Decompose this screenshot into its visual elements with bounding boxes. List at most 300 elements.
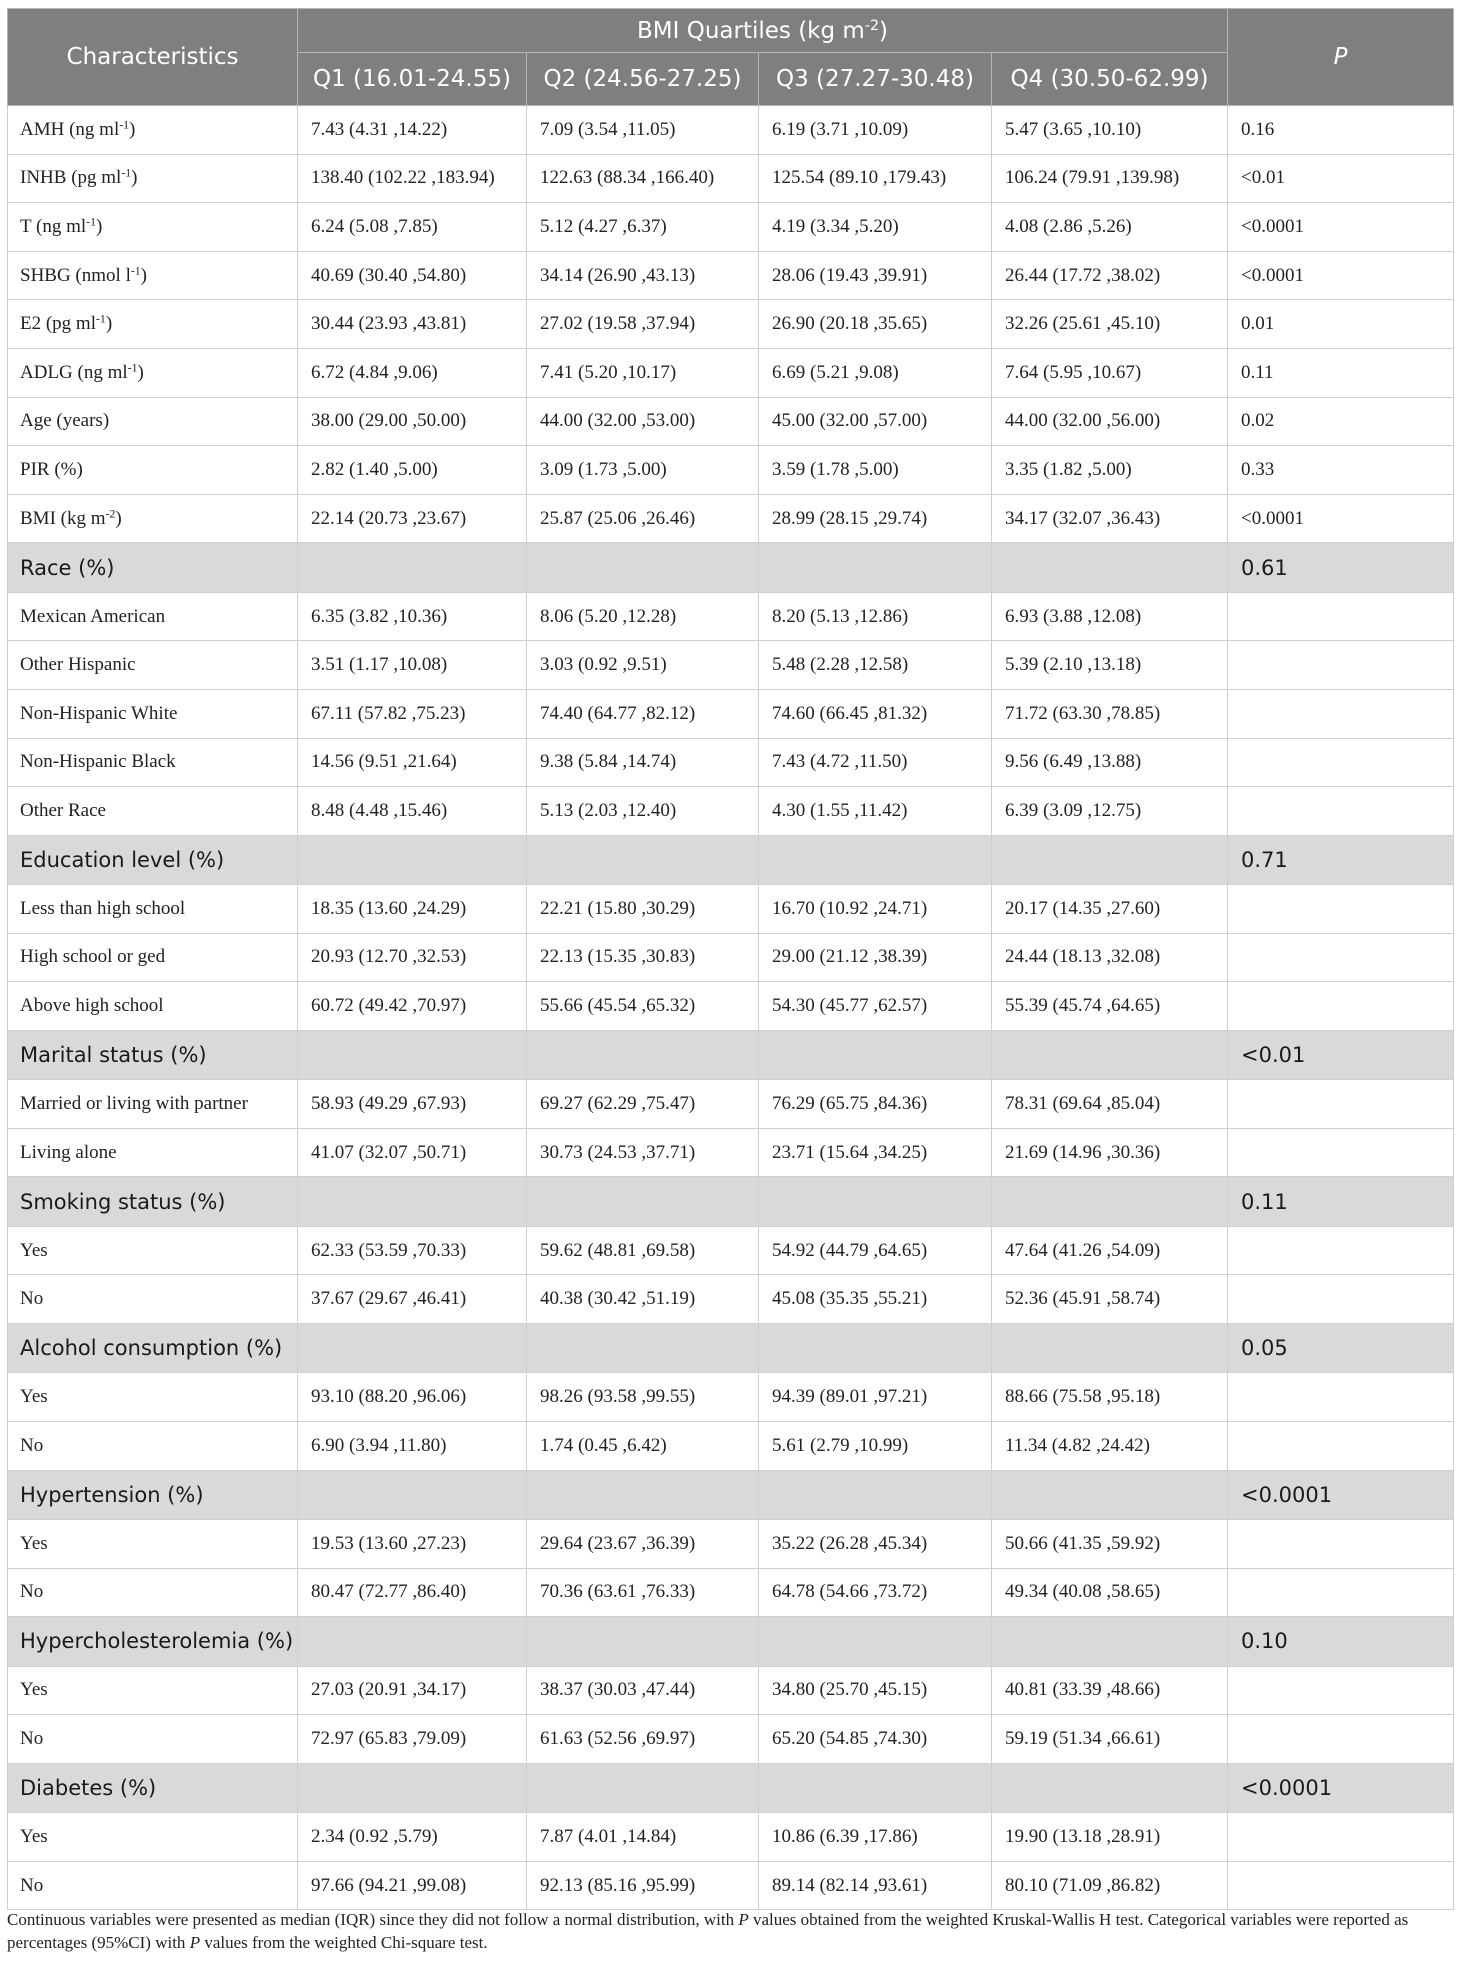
cell-q2: 61.63 (52.56 ,69.97) [527, 1715, 759, 1764]
cell-q4: 44.00 (32.00 ,56.00) [992, 397, 1228, 446]
cell-q4: 49.34 (40.08 ,58.65) [992, 1568, 1228, 1617]
quartile-header-q3: Q3 (27.27-30.48) [759, 53, 992, 106]
p-value-cell [1228, 982, 1454, 1031]
table-row [8, 300, 1454, 349]
cell-q1: 3.51 (1.17 ,10.08) [298, 641, 527, 690]
p-value-cell: 0.11 [1228, 1177, 1454, 1226]
row-label [8, 154, 298, 203]
cell-q2: 27.02 (19.58 ,37.94) [527, 300, 759, 349]
row-label [8, 592, 298, 641]
cell-q3: 10.86 (6.39 ,17.86) [759, 1813, 992, 1862]
row-label-text: No [20, 1581, 44, 1603]
cell-q2 [527, 1030, 759, 1079]
section-label [8, 1763, 298, 1812]
cell-q4: 52.36 (45.91 ,58.74) [992, 1275, 1228, 1324]
cell-q4: 4.08 (2.86 ,5.26) [992, 203, 1228, 252]
cell-q3: 35.22 (26.28 ,45.34) [759, 1520, 992, 1569]
unit-close: ) [140, 264, 147, 286]
row-label [8, 397, 298, 446]
cell-q4: 50.66 (41.35 ,59.92) [992, 1520, 1228, 1569]
table-row [8, 1080, 1454, 1129]
cell-q1: 30.44 (23.93 ,43.81) [298, 300, 527, 349]
cell-q1: 2.34 (0.92 ,5.79) [298, 1813, 527, 1862]
p-value-cell: 0.16 [1228, 106, 1454, 155]
cell-q4: 78.31 (69.64 ,85.04) [992, 1080, 1228, 1129]
cell-q4: 3.35 (1.82 ,5.00) [992, 446, 1228, 495]
bmi-quartiles-exponent: -2 [864, 17, 880, 34]
cell-q1: 6.90 (3.94 ,11.80) [298, 1422, 527, 1471]
section-label [8, 1177, 298, 1226]
cell-q2: 40.38 (30.42 ,51.19) [527, 1275, 759, 1324]
cell-q1 [298, 1763, 527, 1812]
cell-q3: 28.06 (19.43 ,39.91) [759, 251, 992, 300]
row-label-text: No [20, 1288, 44, 1310]
table-row [8, 1275, 1454, 1324]
cell-q2 [527, 1324, 759, 1373]
cell-q1 [298, 835, 527, 884]
row-label-text: Race (%) [20, 555, 115, 580]
unit-exponent: -1 [86, 215, 96, 229]
row-label-text: PIR (%) [20, 458, 83, 480]
section-label [8, 543, 298, 592]
cell-q2: 34.14 (26.90 ,43.13) [527, 251, 759, 300]
cell-q1: 14.56 (9.51 ,21.64) [298, 738, 527, 787]
p-value-cell [1228, 1275, 1454, 1324]
p-value-cell: 0.01 [1228, 300, 1454, 349]
row-label-text: Non-Hispanic White [20, 702, 178, 724]
unit-exponent: -1 [127, 361, 138, 375]
cell-q1: 22.14 (20.73 ,23.67) [298, 494, 527, 543]
p-value-cell: 0.61 [1228, 543, 1454, 592]
p-value-cell [1228, 1373, 1454, 1422]
cell-q4: 21.69 (14.96 ,30.36) [992, 1128, 1228, 1177]
cell-q3: 65.20 (54.85 ,74.30) [759, 1715, 992, 1764]
cell-q2: 7.41 (5.20 ,10.17) [527, 348, 759, 397]
cell-q2: 1.74 (0.45 ,6.42) [527, 1422, 759, 1471]
table-row [8, 106, 1454, 155]
row-label [8, 689, 298, 738]
quartile-header-q1: Q1 (16.01-24.55) [298, 53, 527, 106]
row-label-text: Alcohol consumption (%) [20, 1336, 283, 1361]
cell-q1: 72.97 (65.83 ,79.09) [298, 1715, 527, 1764]
cell-q1: 20.93 (12.70 ,32.53) [298, 933, 527, 982]
row-label-text: BMI (kg m [20, 507, 106, 529]
p-value-cell [1228, 1128, 1454, 1177]
cell-q3: 6.19 (3.71 ,10.09) [759, 106, 992, 155]
cell-q4: 32.26 (25.61 ,45.10) [992, 300, 1228, 349]
cell-q2: 3.09 (1.73 ,5.00) [527, 446, 759, 495]
p-value-cell [1228, 689, 1454, 738]
section-row [8, 1177, 1454, 1226]
table-header [8, 9, 1454, 106]
row-label-text: Mexican American [20, 605, 166, 627]
cell-q1 [298, 1030, 527, 1079]
cell-q2: 7.09 (3.54 ,11.05) [527, 106, 759, 155]
cell-q1: 27.03 (20.91 ,34.17) [298, 1666, 527, 1715]
cell-q1 [298, 1324, 527, 1373]
row-label-text: Marital status (%) [20, 1043, 207, 1068]
cell-q3: 4.30 (1.55 ,11.42) [759, 787, 992, 836]
bmi-quartiles-label: BMI Quartiles (kg m [637, 17, 865, 44]
cell-q3: 45.08 (35.35 ,55.21) [759, 1275, 992, 1324]
cell-q3: 7.43 (4.72 ,11.50) [759, 738, 992, 787]
cell-q3: 3.59 (1.78 ,5.00) [759, 446, 992, 495]
cell-q4: 11.34 (4.82 ,24.42) [992, 1422, 1228, 1471]
cell-q4: 5.47 (3.65 ,10.10) [992, 106, 1228, 155]
bmi-quartiles-close: ) [879, 17, 889, 44]
p-value-cell [1228, 1813, 1454, 1862]
row-label-text: Yes [20, 1386, 48, 1408]
cell-q2: 22.13 (15.35 ,30.83) [527, 933, 759, 982]
row-label [8, 1275, 298, 1324]
row-label [8, 1666, 298, 1715]
row-label [8, 982, 298, 1031]
row-label-text: Above high school [20, 995, 164, 1017]
cell-q1 [298, 1617, 527, 1666]
cell-q2: 5.13 (2.03 ,12.40) [527, 787, 759, 836]
cell-q3: 34.80 (25.70 ,45.15) [759, 1666, 992, 1715]
quartile-header-q2: Q2 (24.56-27.25) [527, 53, 759, 106]
section-row [8, 835, 1454, 884]
unit-close: ) [105, 313, 113, 335]
row-label-text: Smoking status (%) [20, 1189, 226, 1214]
table-row [8, 1861, 1454, 1910]
cell-q2: 69.27 (62.29 ,75.47) [527, 1080, 759, 1129]
cell-q1: 138.40 (102.22 ,183.94) [298, 154, 527, 203]
cell-q3: 76.29 (65.75 ,84.36) [759, 1080, 992, 1129]
cell-q3: 54.92 (44.79 ,64.65) [759, 1226, 992, 1275]
cell-q4: 26.44 (17.72 ,38.02) [992, 251, 1228, 300]
cell-q3: 74.60 (66.45 ,81.32) [759, 689, 992, 738]
p-value-cell: <0.0001 [1228, 494, 1454, 543]
row-label [8, 1813, 298, 1862]
cell-q4 [992, 1470, 1228, 1519]
cell-q4: 55.39 (45.74 ,64.65) [992, 982, 1228, 1031]
table-row [8, 592, 1454, 641]
section-label [8, 835, 298, 884]
cell-q1: 18.35 (13.60 ,24.29) [298, 885, 527, 934]
row-label [8, 1568, 298, 1617]
section-row [8, 1763, 1454, 1812]
cell-q4: 106.24 (79.91 ,139.98) [992, 154, 1228, 203]
table-row [8, 1226, 1454, 1275]
cell-q2 [527, 835, 759, 884]
cell-q1: 58.93 (49.29 ,67.93) [298, 1080, 527, 1129]
row-label-text: Married or living with partner [20, 1093, 248, 1115]
row-label-text: Diabetes (%) [20, 1775, 157, 1800]
table-body [8, 106, 1454, 1910]
row-label [8, 1520, 298, 1569]
cell-q3: 28.99 (28.15 ,29.74) [759, 494, 992, 543]
table-container [7, 8, 1453, 1910]
cell-q2: 70.36 (63.61 ,76.33) [527, 1568, 759, 1617]
row-label-text: AMH (ng ml [20, 118, 120, 140]
cell-q2: 7.87 (4.01 ,14.84) [527, 1813, 759, 1862]
row-label [8, 106, 298, 155]
cell-q3: 5.48 (2.28 ,12.58) [759, 641, 992, 690]
cell-q2: 92.13 (85.16 ,95.99) [527, 1861, 759, 1910]
section-label [8, 1030, 298, 1079]
p-value-cell [1228, 1422, 1454, 1471]
section-row [8, 1030, 1454, 1079]
cell-q2: 22.21 (15.80 ,30.29) [527, 885, 759, 934]
unit-close: ) [137, 361, 144, 383]
p-value-cell [1228, 885, 1454, 934]
cell-q1: 6.24 (5.08 ,7.85) [298, 203, 527, 252]
p-value-cell [1228, 1226, 1454, 1275]
cell-q2 [527, 1617, 759, 1666]
cell-q4 [992, 1030, 1228, 1079]
cell-q3: 54.30 (45.77 ,62.57) [759, 982, 992, 1031]
row-label [8, 1861, 298, 1910]
cell-q3: 89.14 (82.14 ,93.61) [759, 1861, 992, 1910]
table-row [8, 1666, 1454, 1715]
row-label [8, 1373, 298, 1422]
cell-q3: 4.19 (3.34 ,5.20) [759, 203, 992, 252]
p-value-cell [1228, 641, 1454, 690]
bmi-quartiles-table [7, 8, 1454, 1910]
table-row [8, 689, 1454, 738]
cell-q3 [759, 1177, 992, 1226]
p-value-cell: <0.0001 [1228, 203, 1454, 252]
footnote-text-1: Continuous variables were presented as median (IQR) since they did not follow a normal distribution, with [7, 1910, 739, 1929]
p-value-cell [1228, 1715, 1454, 1764]
row-label-text: Yes [20, 1679, 48, 1701]
p-value-cell [1228, 1080, 1454, 1129]
row-label-text: Education level (%) [20, 847, 225, 872]
cell-q1: 60.72 (49.42 ,70.97) [298, 982, 527, 1031]
row-label [8, 494, 298, 543]
cell-q4: 40.81 (33.39 ,48.66) [992, 1666, 1228, 1715]
row-label-text: T (ng ml [20, 215, 87, 237]
cell-q2: 29.64 (23.67 ,36.39) [527, 1520, 759, 1569]
cell-q1: 38.00 (29.00 ,50.00) [298, 397, 527, 446]
cell-q2: 5.12 (4.27 ,6.37) [527, 203, 759, 252]
unit-close: ) [95, 215, 103, 237]
p-value-cell: <0.0001 [1228, 1763, 1454, 1812]
cell-q3 [759, 1470, 992, 1519]
cell-q3: 29.00 (21.12 ,38.39) [759, 933, 992, 982]
table-row [8, 641, 1454, 690]
row-label-text: Other Race [20, 799, 106, 821]
p-value-cell: 0.11 [1228, 348, 1454, 397]
row-label [8, 933, 298, 982]
table-row [8, 1813, 1454, 1862]
table-row [8, 446, 1454, 495]
table-row [8, 787, 1454, 836]
row-label-text: Age (years) [20, 410, 110, 432]
cell-q3 [759, 1617, 992, 1666]
cell-q2: 8.06 (5.20 ,12.28) [527, 592, 759, 641]
characteristics-header: Characteristics [8, 9, 298, 106]
cell-q2: 3.03 (0.92 ,9.51) [527, 641, 759, 690]
section-row [8, 1617, 1454, 1666]
cell-q4 [992, 1763, 1228, 1812]
row-label [8, 1715, 298, 1764]
cell-q1 [298, 1177, 527, 1226]
row-label-text: SHBG (nmol l [20, 264, 131, 286]
p-value-header: P [1228, 9, 1454, 106]
p-value-cell [1228, 1666, 1454, 1715]
table-row [8, 1128, 1454, 1177]
cell-q2 [527, 1470, 759, 1519]
cell-q4: 80.10 (71.09 ,86.82) [992, 1861, 1228, 1910]
row-label [8, 348, 298, 397]
cell-q2: 9.38 (5.84 ,14.74) [527, 738, 759, 787]
quartile-header-q4: Q4 (30.50-62.99) [992, 53, 1228, 106]
unit-close: ) [129, 118, 136, 140]
cell-q1: 40.69 (30.40 ,54.80) [298, 251, 527, 300]
cell-q1: 6.72 (4.84 ,9.06) [298, 348, 527, 397]
cell-q3 [759, 1030, 992, 1079]
cell-q4: 7.64 (5.95 ,10.67) [992, 348, 1228, 397]
row-label-text: Yes [20, 1532, 48, 1554]
row-label-text: No [20, 1434, 44, 1456]
cell-q3 [759, 1324, 992, 1373]
cell-q3: 94.39 (89.01 ,97.21) [759, 1373, 992, 1422]
cell-q1: 62.33 (53.59 ,70.33) [298, 1226, 527, 1275]
cell-q4: 71.72 (63.30 ,78.85) [992, 689, 1228, 738]
cell-q4 [992, 1617, 1228, 1666]
row-label-text: No [20, 1727, 44, 1749]
table-row [8, 251, 1454, 300]
row-label-text: Other Hispanic [20, 654, 136, 676]
table-row [8, 982, 1454, 1031]
p-value-cell: <0.0001 [1228, 251, 1454, 300]
cell-q3: 125.54 (89.10 ,179.43) [759, 154, 992, 203]
cell-q1: 19.53 (13.60 ,27.23) [298, 1520, 527, 1569]
table-row [8, 203, 1454, 252]
cell-q4: 19.90 (13.18 ,28.91) [992, 1813, 1228, 1862]
p-value-cell [1228, 787, 1454, 836]
cell-q2: 59.62 (48.81 ,69.58) [527, 1226, 759, 1275]
p-value-cell: 0.10 [1228, 1617, 1454, 1666]
p-value-cell: 0.71 [1228, 835, 1454, 884]
cell-q4: 24.44 (18.13 ,32.08) [992, 933, 1228, 982]
cell-q3: 26.90 (20.18 ,35.65) [759, 300, 992, 349]
row-label-text: Hypertension (%) [20, 1482, 204, 1507]
table-footnote [7, 1908, 1453, 1954]
bmi-quartiles-header [298, 9, 1228, 53]
p-value-cell [1228, 1861, 1454, 1910]
table-row [8, 885, 1454, 934]
unit-exponent: -2 [105, 507, 116, 521]
p-value-cell [1228, 592, 1454, 641]
row-label [8, 446, 298, 495]
footnote-p-symbol-1: P [738, 1910, 749, 1929]
row-label-text: High school or ged [20, 946, 166, 968]
cell-q2: 98.26 (93.58 ,99.55) [527, 1373, 759, 1422]
cell-q3: 5.61 (2.79 ,10.99) [759, 1422, 992, 1471]
table-row [8, 348, 1454, 397]
section-label [8, 1470, 298, 1519]
cell-q1: 41.07 (32.07 ,50.71) [298, 1128, 527, 1177]
cell-q1: 8.48 (4.48 ,15.46) [298, 787, 527, 836]
cell-q1: 2.82 (1.40 ,5.00) [298, 446, 527, 495]
unit-close: ) [131, 167, 138, 189]
table-row [8, 1520, 1454, 1569]
row-label-text: E2 (pg ml [20, 313, 96, 335]
cell-q1: 6.35 (3.82 ,10.36) [298, 592, 527, 641]
cell-q2: 122.63 (88.34 ,166.40) [527, 154, 759, 203]
table-row [8, 154, 1454, 203]
cell-q1: 93.10 (88.20 ,96.06) [298, 1373, 527, 1422]
section-row [8, 1324, 1454, 1373]
unit-exponent: -1 [130, 264, 141, 278]
cell-q4: 88.66 (75.58 ,95.18) [992, 1373, 1228, 1422]
cell-q1: 37.67 (29.67 ,46.41) [298, 1275, 527, 1324]
section-label [8, 1324, 298, 1373]
cell-q4: 59.19 (51.34 ,66.61) [992, 1715, 1228, 1764]
row-label [8, 203, 298, 252]
cell-q4: 6.39 (3.09 ,12.75) [992, 787, 1228, 836]
cell-q1: 67.11 (57.82 ,75.23) [298, 689, 527, 738]
row-label [8, 787, 298, 836]
cell-q4: 5.39 (2.10 ,13.18) [992, 641, 1228, 690]
unit-exponent: -1 [96, 312, 106, 326]
p-value-cell: <0.01 [1228, 154, 1454, 203]
p-value-cell: 0.02 [1228, 397, 1454, 446]
cell-q2: 30.73 (24.53 ,37.71) [527, 1128, 759, 1177]
cell-q1 [298, 1470, 527, 1519]
p-value-cell [1228, 1520, 1454, 1569]
cell-q4 [992, 835, 1228, 884]
row-label-text: ADLG (ng ml [20, 361, 128, 383]
cell-q2 [527, 1177, 759, 1226]
cell-q4 [992, 1177, 1228, 1226]
cell-q4 [992, 1324, 1228, 1373]
table-row [8, 494, 1454, 543]
table-row [8, 1422, 1454, 1471]
cell-q3: 16.70 (10.92 ,24.71) [759, 885, 992, 934]
cell-q4: 47.64 (41.26 ,54.09) [992, 1226, 1228, 1275]
row-label [8, 1226, 298, 1275]
row-label-text: Hypercholesterolemia (%) [20, 1629, 294, 1654]
table-row [8, 738, 1454, 787]
p-value-cell: <0.0001 [1228, 1470, 1454, 1519]
cell-q2: 44.00 (32.00 ,53.00) [527, 397, 759, 446]
footnote-p-symbol-2: P [189, 1933, 201, 1952]
cell-q4 [992, 543, 1228, 592]
table-row [8, 1568, 1454, 1617]
cell-q3: 64.78 (54.66 ,73.72) [759, 1568, 992, 1617]
row-label-text: INHB (pg ml [20, 167, 122, 189]
row-label-text: Less than high school [20, 897, 186, 919]
table-row [8, 933, 1454, 982]
p-value-cell [1228, 738, 1454, 787]
row-label [8, 1128, 298, 1177]
row-label [8, 1080, 298, 1129]
cell-q3 [759, 1763, 992, 1812]
section-label [8, 1617, 298, 1666]
section-row [8, 1470, 1454, 1519]
cell-q2: 38.37 (30.03 ,47.44) [527, 1666, 759, 1715]
cell-q2: 25.87 (25.06 ,26.46) [527, 494, 759, 543]
row-label [8, 885, 298, 934]
cell-q1: 7.43 (4.31 ,14.22) [298, 106, 527, 155]
p-value-cell: 0.33 [1228, 446, 1454, 495]
footnote-text-3: values from the weighted Chi-square test. [200, 1933, 488, 1952]
cell-q1: 97.66 (94.21 ,99.08) [298, 1861, 527, 1910]
cell-q4: 34.17 (32.07 ,36.43) [992, 494, 1228, 543]
footnote-text-2: values obtained from the weighted Kruskal-Wallis H test. Categorical variables were reported as percentages (95%CI) with [7, 1910, 1409, 1952]
cell-q3: 23.71 (15.64 ,34.25) [759, 1128, 992, 1177]
cell-q4: 6.93 (3.88 ,12.08) [992, 592, 1228, 641]
cell-q2 [527, 543, 759, 592]
unit-close: ) [115, 507, 122, 529]
unit-exponent: -1 [119, 118, 130, 132]
cell-q4: 20.17 (14.35 ,27.60) [992, 885, 1228, 934]
